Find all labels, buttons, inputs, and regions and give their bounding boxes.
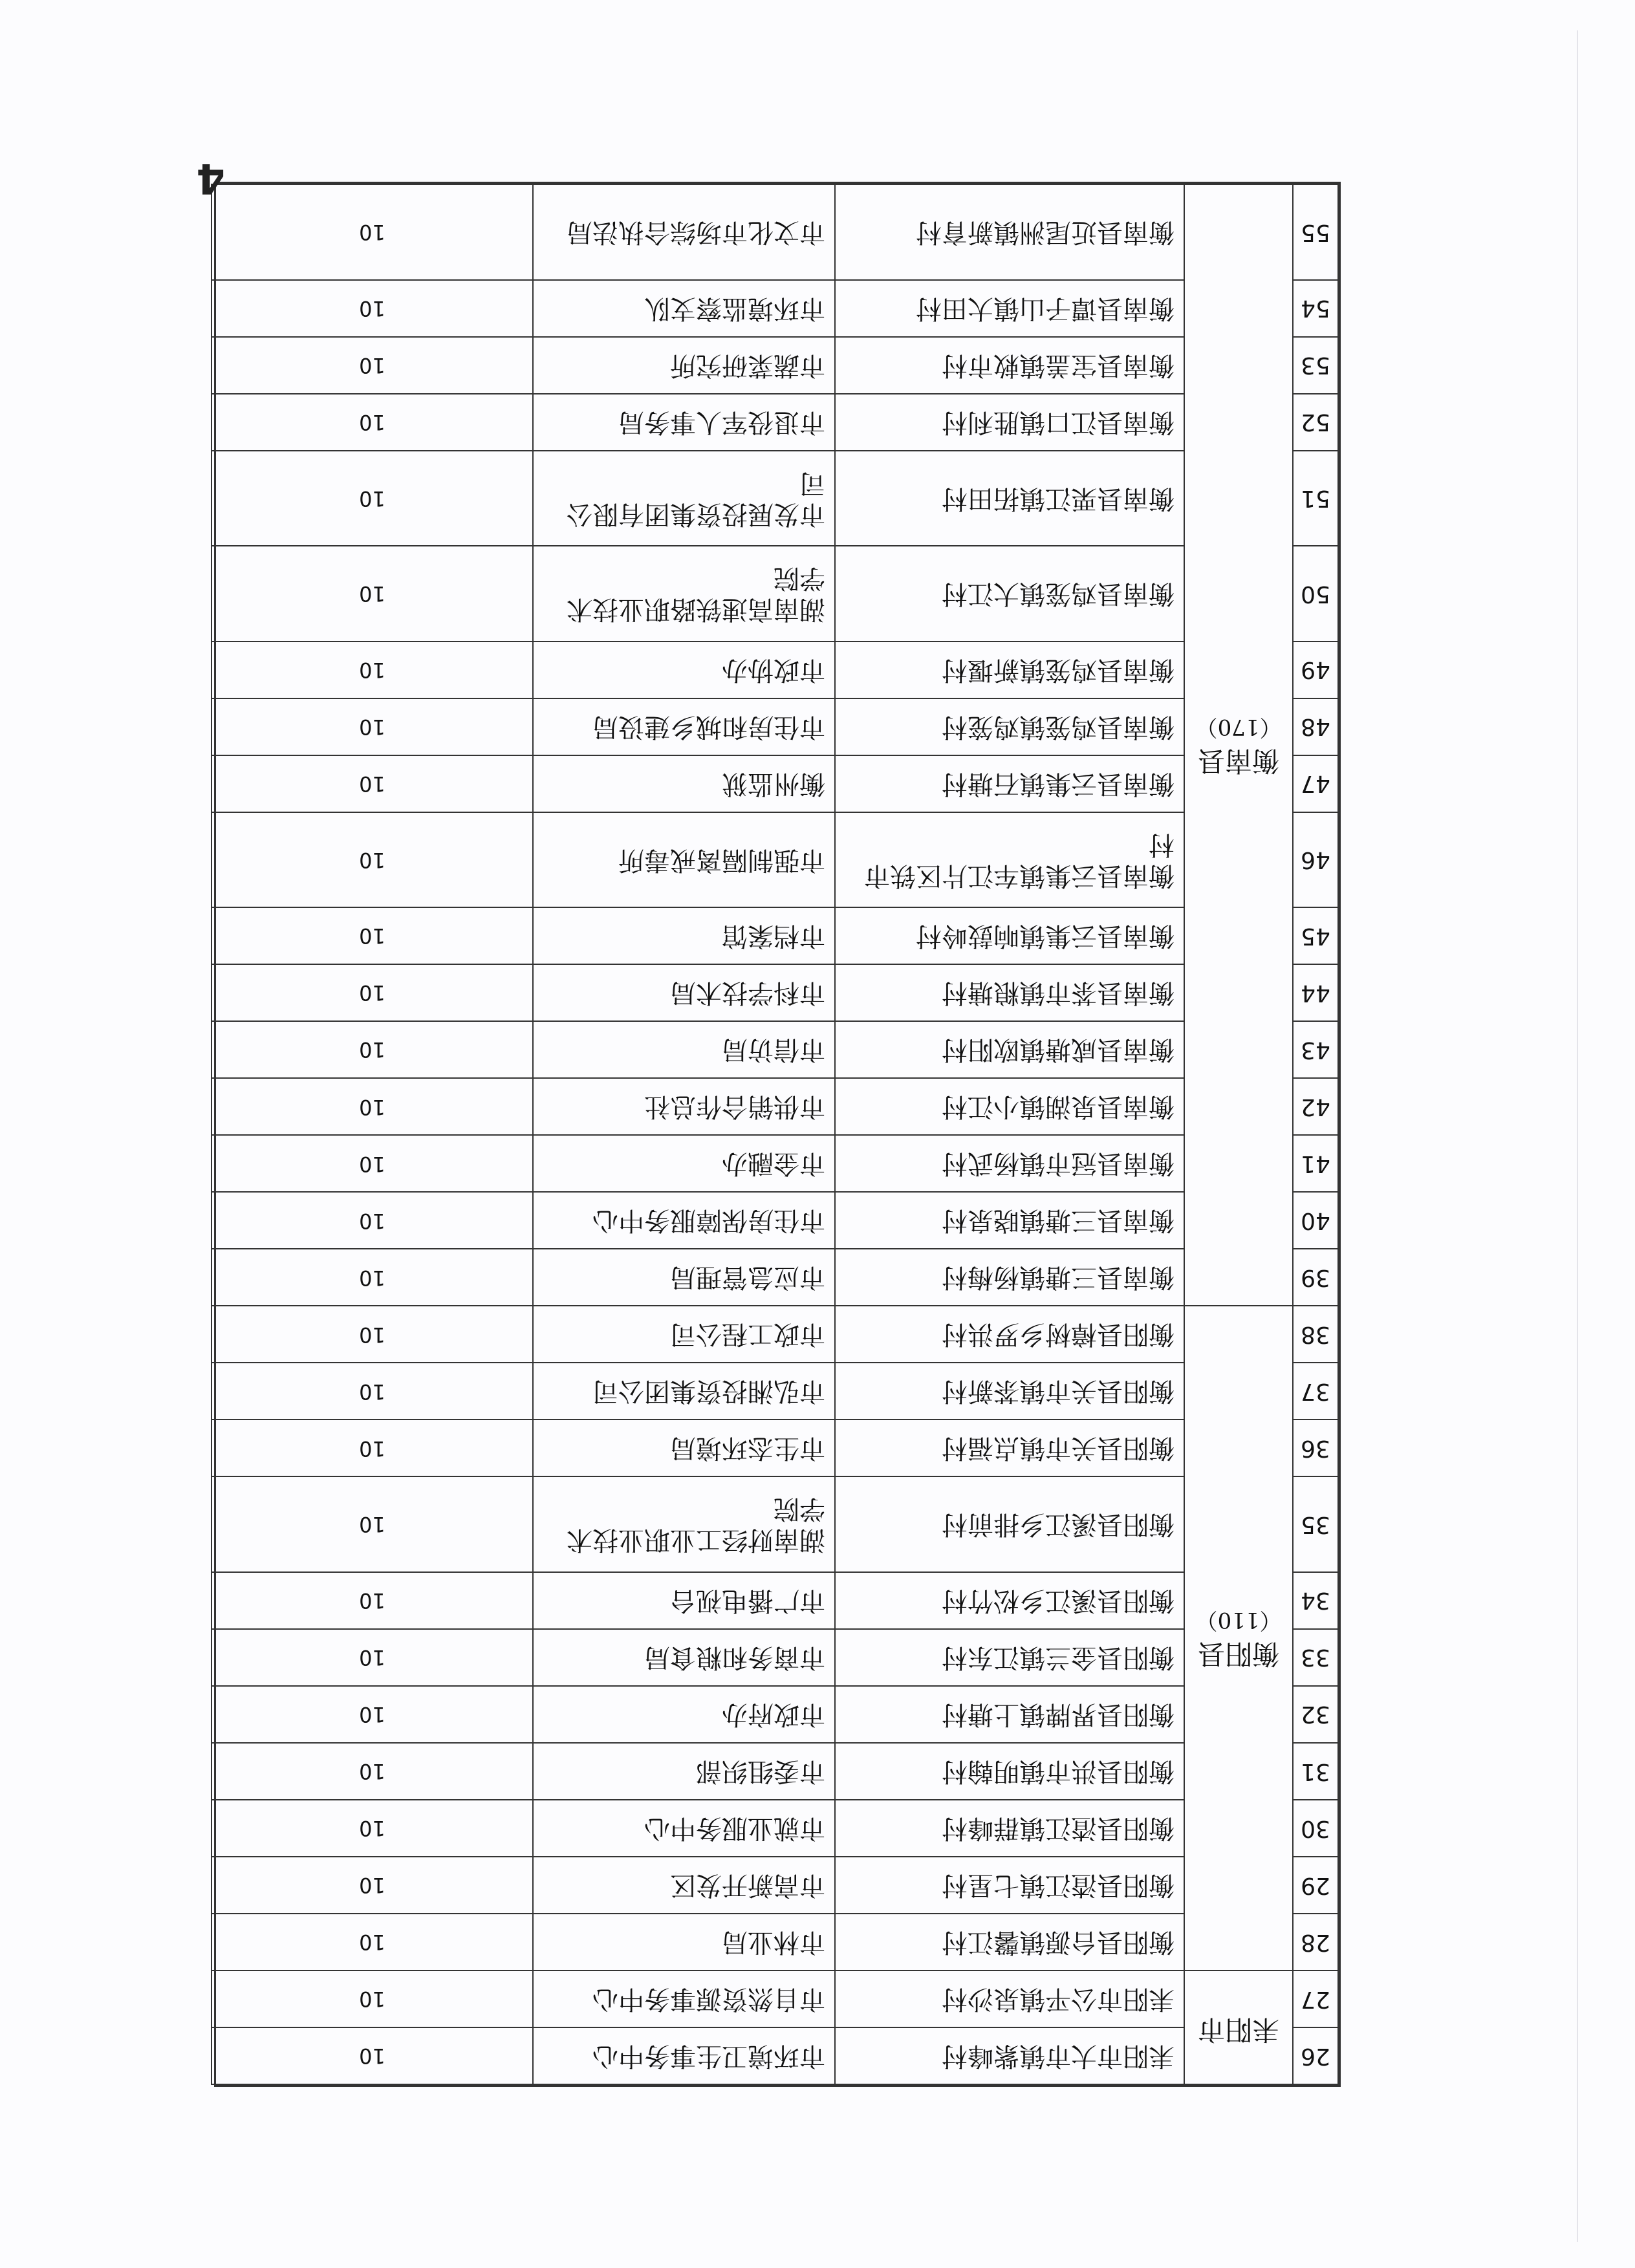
row-number: 55 [1293,184,1338,280]
table-row [211,1971,1338,2027]
village-name: 衡南县泉湖镇小江村 [835,1078,1184,1135]
village-name: 衡阳县樟树乡罗洪村 [835,1306,1184,1363]
table-row [211,907,1338,964]
assisting-unit: 市档案馆 [533,907,835,964]
table-row [211,2027,1338,2084]
table-row [211,1021,1338,1078]
village-name: 衡阳县渣江镇七星村 [835,1857,1184,1914]
assisting-unit: 市委组织部 [533,1743,835,1800]
amount: 10 [211,1363,533,1420]
amount: 10 [211,1743,533,1800]
table-row [211,1914,1338,1971]
table-row [211,280,1338,337]
table-row [211,1629,1338,1686]
village-name: 衡阳县关市镇茶新村 [835,1363,1184,1420]
row-number: 41 [1293,1135,1338,1192]
village-name: 耒阳市大市镇紫峰村 [835,2027,1184,2084]
row-number: 54 [1293,280,1338,337]
amount: 10 [211,1249,533,1306]
row-number: 46 [1293,812,1338,907]
village-name: 衡南县云集镇石塘村 [835,755,1184,812]
row-number: 42 [1293,1078,1338,1135]
amount: 10 [211,184,533,280]
amount: 10 [211,642,533,698]
table-row [211,1743,1338,1800]
assisting-unit: 市政协办 [533,642,835,698]
assisting-unit: 湖南财经工业职业技术学院 [533,1476,835,1571]
amount: 10 [211,1572,533,1629]
assisting-unit: 市环境卫生事务中心 [533,2027,835,2084]
village-name: 衡阳县渣江镇群峰村 [835,1800,1184,1857]
assisting-unit: 市蔬菜研究所 [533,337,835,394]
assisting-unit: 市弘湘投资集团公司 [533,1363,835,1420]
village-name: 衡阳县关市镇点福村 [835,1420,1184,1476]
assisting-unit: 市林业局 [533,1914,835,1971]
county-cell [1184,1971,1293,2084]
row-number: 50 [1293,546,1338,641]
village-name: 衡南县云集镇响鼓岭村 [835,907,1184,964]
assisting-unit: 市文化市场综合执法局 [533,184,835,280]
assisting-unit: 市自然资源事务中心 [533,1971,835,2027]
table-row [211,337,1338,394]
table-row [211,1686,1338,1743]
county-total: （110） [1195,1607,1282,1634]
amount: 10 [211,2027,533,2084]
assisting-unit: 湖南高速铁路职业技术学院 [533,546,835,641]
row-number: 31 [1293,1743,1338,1800]
table-row [211,1800,1338,1857]
table-row [211,1249,1338,1306]
row-number: 35 [1293,1476,1338,1571]
village-name: 衡南县鸡笼镇鸡笼村 [835,698,1184,755]
county-cell [1184,1306,1293,1971]
amount: 10 [211,1971,533,2027]
row-number: 32 [1293,1686,1338,1743]
assignment-table [211,184,1339,2085]
village-name: 衡南县鸡笼镇大江村 [835,546,1184,641]
amount: 10 [211,337,533,394]
village-name: 衡阳县溪江乡排前村 [835,1476,1184,1571]
table-row [211,1306,1338,1363]
row-number: 26 [1293,2027,1338,2084]
table-row [211,642,1338,698]
table-row [211,1572,1338,1629]
village-name: 衡阳县台源镇馨江村 [835,1914,1184,1971]
village-name: 衡南县冠市镇杨武村 [835,1135,1184,1192]
row-number: 40 [1293,1192,1338,1249]
row-number: 51 [1293,451,1338,546]
page-number: 4 [196,154,225,202]
village-name: 衡南县近尾洲镇新育村 [835,184,1184,280]
assisting-unit: 市就业服务中心 [533,1800,835,1857]
village-name: 衡南县鸡笼镇新堰村 [835,642,1184,698]
amount: 10 [211,1686,533,1743]
county-name: 衡阳县 [1198,1637,1280,1670]
village-name: 衡南县宝盖镇敕市村 [835,337,1184,394]
amount: 10 [211,546,533,641]
table-row [211,964,1338,1021]
amount: 10 [211,1857,533,1914]
amount: 10 [211,1800,533,1857]
amount: 10 [211,698,533,755]
amount: 10 [211,1306,533,1363]
amount: 10 [211,1192,533,1249]
village-name: 衡南县三塘镇晓泉村 [835,1192,1184,1249]
assisting-unit: 市环境监察支队 [533,280,835,337]
assisting-unit: 市商务和粮食局 [533,1629,835,1686]
row-number: 43 [1293,1021,1338,1078]
row-number: 27 [1293,1971,1338,2027]
table-body [211,184,1338,2084]
table-row [211,1476,1338,1571]
row-number: 49 [1293,642,1338,698]
amount: 10 [211,964,533,1021]
village-name: 耒阳市公平镇泉沙村 [835,1971,1184,2027]
village-name: 衡阳县洪市镇明翰村 [835,1743,1184,1800]
village-name: 衡阳县界牌镇上塘村 [835,1686,1184,1743]
table-row [211,451,1338,546]
table-row [211,1078,1338,1135]
assisting-unit: 衡州监狱 [533,755,835,812]
assisting-unit: 市住房保障服务中心 [533,1192,835,1249]
row-number: 37 [1293,1363,1338,1420]
row-number: 34 [1293,1572,1338,1629]
amount: 10 [211,1021,533,1078]
assisting-unit: 市供销合作总社 [533,1078,835,1135]
amount: 10 [211,812,533,907]
row-number: 36 [1293,1420,1338,1476]
table-row [211,394,1338,451]
assisting-unit: 市广播电视台 [533,1572,835,1629]
village-name: 衡南县栗江镇拓田村 [835,451,1184,546]
village-name: 衡南县咸塘镇欧阳村 [835,1021,1184,1078]
amount: 10 [211,451,533,546]
amount: 10 [211,394,533,451]
amount: 10 [211,907,533,964]
county-total: （170） [1195,714,1282,740]
assisting-unit: 市金融办 [533,1135,835,1192]
table-container [214,182,1341,2087]
row-number: 33 [1293,1629,1338,1686]
assisting-unit: 市生态环境局 [533,1420,835,1476]
assisting-unit: 市信访局 [533,1021,835,1078]
amount: 10 [211,1914,533,1971]
assisting-unit: 市发展投资集团有限公司 [533,451,835,546]
assisting-unit: 市政府办 [533,1686,835,1743]
amount: 10 [211,1420,533,1476]
village-name: 衡南县江口镇胜利村 [835,394,1184,451]
row-number: 53 [1293,337,1338,394]
village-name: 衡南县云集镇车江片区铁市村 [835,812,1184,907]
amount: 10 [211,1078,533,1135]
amount: 10 [211,1135,533,1192]
assisting-unit: 市科学技术局 [533,964,835,1021]
table-row [211,698,1338,755]
page-edge-line [1577,30,1578,2242]
table-row [211,1420,1338,1476]
row-number: 48 [1293,698,1338,755]
table-row [211,184,1338,280]
table-row [211,1192,1338,1249]
assisting-unit: 市政工程公司 [533,1306,835,1363]
county-name: 耒阳市 [1198,2014,1280,2046]
assisting-unit: 市退役军人事务局 [533,394,835,451]
amount: 10 [211,280,533,337]
amount: 10 [211,1476,533,1571]
assisting-unit: 市强制隔离戒毒所 [533,812,835,907]
county-cell [1184,184,1293,1306]
assisting-unit: 市应急管理局 [533,1249,835,1306]
village-name: 衡南县谭子山镇大田村 [835,280,1184,337]
row-number: 28 [1293,1914,1338,1971]
county-name: 衡南县 [1198,744,1280,777]
table-row [211,546,1338,641]
village-name: 衡南县茶市镇粮塘村 [835,964,1184,1021]
row-number: 30 [1293,1800,1338,1857]
village-name: 衡阳县金兰镇江东村 [835,1629,1184,1686]
village-name: 衡阳县溪江乡松竹村 [835,1572,1184,1629]
table-row [211,1363,1338,1420]
village-name: 衡南县三塘镇杨梅村 [835,1249,1184,1306]
assisting-unit: 市高新开发区 [533,1857,835,1914]
row-number: 45 [1293,907,1338,964]
row-number: 38 [1293,1306,1338,1363]
table-row [211,812,1338,907]
amount: 10 [211,1629,533,1686]
row-number: 29 [1293,1857,1338,1914]
row-number: 52 [1293,394,1338,451]
amount: 10 [211,755,533,812]
row-number: 44 [1293,964,1338,1021]
row-number: 47 [1293,755,1338,812]
table-row [211,1857,1338,1914]
table-row [211,755,1338,812]
table-row [211,1135,1338,1192]
assisting-unit: 市住房和城乡建设局 [533,698,835,755]
row-number: 39 [1293,1249,1338,1306]
